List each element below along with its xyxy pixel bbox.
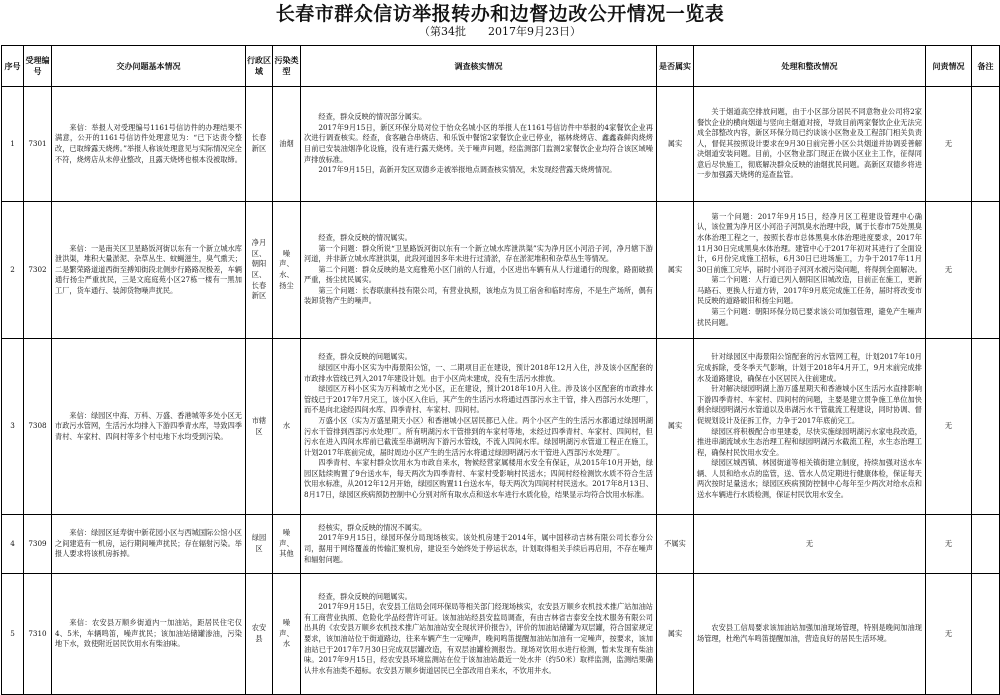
handling-paragraph: 绿园区城西镇、林园街道等相关镇街建立制度，持续加强对送水车辆、人员和给水点的监管，送、管水人员定期进行健康体检，保证每天两次按时足量送水；绿园区疾病预防控制中心每年至少两次对给水点和送水车辆进行水质检测，保证村民饮用水安全。	[697, 458, 922, 500]
investigation-paragraph: 四季青村、车家村群众饮用水为市政自来水，物候经营家属楼用水安全有保证，从2015年10月开始，绿园区陆续购置了9台送水车，每天两次为四季青村、车家村受影响村民送水；四间村经检测饮水质不符合生活饮用水标准，从2012年12月开始，绿园区购置11台送水车，每天两次为四间村村民送水。2017年8月13日、8月17日，绿园区疾病预防控制中心分别对所有取水点和送水车进行水质化验，结果显示均符合饮用水标准。	[304, 458, 653, 500]
cell-investigation	[301, 202, 657, 339]
cell-handling	[694, 202, 926, 339]
cell-problem	[52, 574, 246, 695]
cell-id: 7309	[24, 515, 52, 574]
handling-paragraph: 第三个问题：朝阳环保分局已要求该公司加强管理，避免产生噪声扰民问题。	[697, 307, 922, 327]
header-id: 受理编号	[24, 46, 52, 87]
cell-investigation	[301, 339, 657, 515]
investigation-paragraph: 经查，群众反映的情况属实。	[318, 232, 412, 242]
cell-pollution: 水	[273, 339, 301, 515]
cell-verified: 属实	[657, 574, 694, 695]
investigation-paragraph: 2017年9月15日，农安县工信局会同环保局等相关部门经现场核实，农安县万顺乡农机技术推广站加油站有工商营业执照、危险化学品经营许可证。该加油站经县安监局调查，有由吉林省吉泰安全技术服务有限公司出具的《农安县万顺乡农机技术推广站加油站安全现状评价报告》，评价的加油站储罐为双层罐，符合国家规定要求，该加油站位于街道路边，往来车辆产生一定噪声，晚间鸣笛提醒加油站加油有一定噪声，按要求，该加油站已于2017年7月30日完成双层罐改造，有双层油罐检测报告。现场对饮用水进行检测，暂未发现有柴油味。2017年9月15日，经农安县环境监测站在位于该加油站最近一处水井（约50米）取样监测，监测结果确认井水有油类不超标。农安县万顺乡街道居民已全部改用自来水，不饮用井水。	[304, 602, 653, 675]
complaints-table	[1, 45, 1000, 695]
header-seq: 序号	[2, 46, 24, 87]
cell-area: 农安县	[246, 574, 273, 695]
cell-remarks	[972, 87, 1000, 202]
cell-seq: 3	[2, 339, 24, 515]
cell-area: 市辖区	[246, 339, 273, 515]
problem-text: 来信：绿园区中海、万科、万盛、香港城等多处小区无市政污水管网，生活污水均排入下游四季青水库，导致四季青村、车家村、四间村等多个村屯地下水均受到污染。	[55, 410, 242, 441]
table-row	[2, 574, 1000, 695]
cell-investigation	[301, 87, 657, 202]
cell-verified: 属实	[657, 87, 694, 202]
cell-problem	[52, 515, 246, 574]
cell-handling	[694, 87, 926, 202]
investigation-paragraph: 第二个问题：群众反映的是文庭雅苑小区门前的人行道，小区进出车辆有从人行道通行的现象，路面破损严重，扬尘扰民属实。	[304, 264, 653, 285]
cell-seq: 5	[2, 574, 24, 695]
cell-pollution: 噪声、其他	[273, 515, 301, 574]
cell-accountability: 无	[926, 515, 972, 574]
investigation-paragraph: 2017年9月15日，绿园环保分局现场核实。该处机房建于2014年，属中国移动吉林有限公司长春分公司，据用于网络覆盖的传输汇聚机房，建设至今始终处于停运状态，计划取得相关手续后再启用，不存在噪声和辐射问题。	[304, 533, 653, 564]
handling-text: 关于烟道高空排放问题，由于小区部分居民不同意物业公司将2家餐饮企业的横向烟道与竖向主烟道对接，导致目前两家餐饮企业无法完成全部整改内容，新区环保分局已约谈该小区物业及工程部门相关负责人，督促其按照设计要求在9月30日前完善小区公共烟道并协调妥善解决烟道安装问题。目前，小区物业部门现正在做小区业主工作，征得同意后尽快施工，彻底解决群众反映的油烟扰民问题。高新区双德乡将进一步加强露天烧烤的巡查监管。	[697, 106, 922, 180]
table-row	[2, 202, 1000, 339]
table-row	[2, 339, 1000, 515]
handling-paragraph: 第二个问题：人行道已列入朝阳区旧城改造，目前正在施工，更新马路石、更换人行道方砖，2017年9月底完成施工任务，届时将改变市民反映的道路破旧和扬尘问题。	[697, 275, 922, 306]
header-remarks: 备注	[972, 46, 1000, 87]
cell-accountability: 无	[926, 202, 972, 339]
cell-pollution: 噪声、水、扬尘	[273, 202, 301, 339]
cell-remarks	[972, 574, 1000, 695]
investigation-paragraph: 2017年9月15日，高新开发区双德乡走被举报地点调查核实情况，未发现经营露天烧烤情况。	[318, 165, 617, 175]
investigation-paragraph: 第三个问题：长春联康科技有限公司，有营业执照，该地点为员工宿舍和临时库房，不是生产场所，偶有装卸货物产生的噪声。	[304, 285, 653, 306]
problem-text: 来信：农安县万顺乡街道内一加油站，距居民住宅仅4、5米，车辆鸣笛，噪声扰民；该加油站储罐渗油，污染地下水，致使附近居民饮用水有柴油味。	[55, 618, 242, 649]
handling-text: 农安县工信局要求该加油站加强加油现场管理，特别是晚间加油现场管理，杜绝汽车鸣笛提醒加油，营造良好的居民生活环境。	[697, 623, 922, 643]
cell-area: 绿园区	[246, 515, 273, 574]
cell-verified: 属实	[657, 202, 694, 339]
cell-remarks	[972, 339, 1000, 515]
cell-accountability: 无	[926, 339, 972, 515]
problem-text: 来信：举报人对受理编号1161号信访件的办理结果不满意，公开的1161号信访件处理意见为：“已下达责令整改，已取缔露天烧烤。”举报人称该处理意见与实际情况完全不符，烧烤店从未停业整改，且露天烧烤也根本没被取缔。	[55, 122, 242, 164]
cell-problem	[52, 339, 246, 515]
document-subtitle: （第34批 2017年9月23日）	[419, 25, 581, 38]
handling-paragraph: 第一个问题：2017年9月15日，经净月区工程建设管理中心确认，该位置为净月区小河沿子河凯臭水治理中段，属于长春市75处黑臭水体治理工程之一，按照长春市总体黑臭水体治理进度要求，2017年11月30日完成黑臭水体治理。建管中心于2017年初对其进行了全面设计，6月份完成施工招标，6月30日已进场施工，力争于2017年11月30日前施工完毕，届时小河沿子河河水被污染问题，将得到全面解决。	[697, 211, 922, 274]
cell-verified: 不属实	[657, 515, 694, 574]
cell-pollution: 噪声、水	[273, 574, 301, 695]
cell-id: 7301	[24, 87, 52, 202]
handling-paragraph: 绿园区将积极配合市里建委，尽快实施绿园明湖污水家电段改造，推进串湖流域水生态治理工程和绿园明湖污水截流工程，水生态治理工程，确保村民饮用水安全。	[697, 426, 922, 457]
table-header	[2, 46, 1000, 87]
table-row	[2, 515, 1000, 574]
cell-accountability: 无	[926, 574, 972, 695]
investigation-paragraph: 绿园区中海小区实为中海景阳公馆，一、二期项目正在建设，预计2018年12月入住，涉及该小区配套的市政排水管线已列入2017年建设计划。由于小区尚未建成，没有生活污水排放。	[304, 362, 653, 383]
investigation-paragraph: 万盛小区（实为万盛星期天小区）和香港城小区居民都已入住。两个小区产生的生活污水都通过绿园明湖污水干管排到西部污水处理厂。所有明湖污水干管排到的车家村等地，未经过四季青村、车家村、四间村，但污水在进入四间水库前已截流至串湖明沟下游污水管线，不流入四间水库。绿园明湖污水管道工程正在施工，计划2017年底前完成，届时周边小区产生的生活污水将通过绿园明湖污水干管进入西部污水处理厂。	[304, 415, 653, 457]
handling-text	[697, 212, 922, 329]
cell-id: 7310	[24, 574, 52, 695]
header-problem: 交办问题基本情况	[52, 46, 246, 87]
cell-handling: 无	[694, 515, 926, 574]
cell-investigation	[301, 574, 657, 695]
document-title: 长春市群众信访举报转办和边督边改公开情况一览表	[275, 3, 725, 25]
cell-problem	[52, 202, 246, 339]
investigation-paragraph: 2017年9月15日，新区环保分局对位于怡众名城小区的举报人在1161号信访件中举报的4家餐饮企业再次进行调查核实。经查，食客融合串烧店、和乐饭中餐馆2家餐饮企业已停业，福林烧烤店、鑫鑫森鲜肉烧烤目前已安装油烟净化设施，没有进行露天烧烤。关于噪声问题，经监测部门监测2家餐饮企业均符合该区域噪声排放标准。	[304, 122, 653, 164]
header-verified: 是否属实	[657, 46, 694, 87]
cell-area: 长春新区	[246, 87, 273, 202]
problem-text: 来信：绿园区延寿街中新花园小区与西城国际公馆小区之间建造有一机房，运行期间噪声扰民；存在辐射污染。举报人要求将该机房拆掉。	[55, 528, 242, 559]
cell-remarks	[972, 202, 1000, 339]
handling-text	[697, 352, 922, 500]
cell-id: 7302	[24, 202, 52, 339]
investigation-paragraph: 经核实，群众反映的情况不属实。	[318, 522, 427, 532]
header-investigation: 调查核实情况	[301, 46, 657, 87]
cell-handling	[694, 574, 926, 695]
investigation-paragraph: 经查，群众反映的问题属实。	[318, 352, 412, 362]
handling-paragraph: 针对解决绿园明湖上游万盛星期天和香港城小区生活污水直排影响下游四季青村、车家村、四间村的问题，主要是建立贯争施工单位加快剩余绿园明湖污水管道以及串湖污水干管截流工程建设，同时协调、督促规划设计及征拆工作，力争于2017年底前完工。	[697, 384, 922, 425]
header-handling: 处理和整改情况	[694, 46, 926, 87]
investigation-paragraph: 绿园区万科小区实为万科城市之光小区，正在建设，预计2018年10月入住。涉及该小区配套的市政排水管线已于2017年7月完工，该小区入住后，其产生的生活污水将通过西部污水主干管，排入西部污水处理厂，而不是向北途经四间水库、四季青村、车家村、四间村。	[304, 384, 653, 415]
investigation-paragraph: 经查，群众反映的情况部分属实。	[318, 112, 427, 122]
cell-seq: 4	[2, 515, 24, 574]
cell-pollution: 油烟	[273, 87, 301, 202]
header-pollution: 污染类型	[273, 46, 301, 87]
cell-seq: 1	[2, 87, 24, 202]
cell-remarks	[972, 515, 1000, 574]
cell-verified: 属实	[657, 339, 694, 515]
problem-text: 来信：一是南关区卫星路饭河街以东有一个新立城水库泄洪渠，堆积大量淤泥、杂草丛生、蚊蝇滋生，臭气熏天；二是繁荣路道道西街至搏知街段北侧步行路路况极差，车辆通行扬尘严重扰民，三是文庭庭苑小区27栋一楼有一黑加工厂，货车通行、装卸货物噪声扰民。	[55, 243, 242, 295]
cell-accountability: 无	[926, 87, 972, 202]
header-accountability: 问责情况	[926, 46, 972, 87]
investigation-paragraph: 第一个问题：群众所说“卫星路饭河街以东有一个新立城水库泄洪渠”实为净月区小河沿子河，净月辖下游河道，并非新立城水库泄洪渠，此段河道因多年未进行过清淤，存在淤泥堆积和杂草丛生等情况。	[304, 243, 653, 264]
header-area: 行政区域	[246, 46, 273, 87]
cell-seq: 2	[2, 202, 24, 339]
investigation-paragraph: 经查，群众反映的问题属实。	[318, 591, 412, 601]
cell-investigation	[301, 515, 657, 574]
table-row	[2, 87, 1000, 202]
cell-area: 净月区、朝阳区、长春新区	[246, 202, 273, 339]
cell-handling	[694, 339, 926, 515]
handling-paragraph: 针对绿园区中海景阳公馆配套的污水管网工程，计划2017年10月完成拆除，受冬季天气影响，计划于2018年4月开工，9月末前完成排水及道路建设，确保在小区居民入住前建成。	[697, 352, 922, 383]
cell-problem	[52, 87, 246, 202]
cell-id: 7308	[24, 339, 52, 515]
